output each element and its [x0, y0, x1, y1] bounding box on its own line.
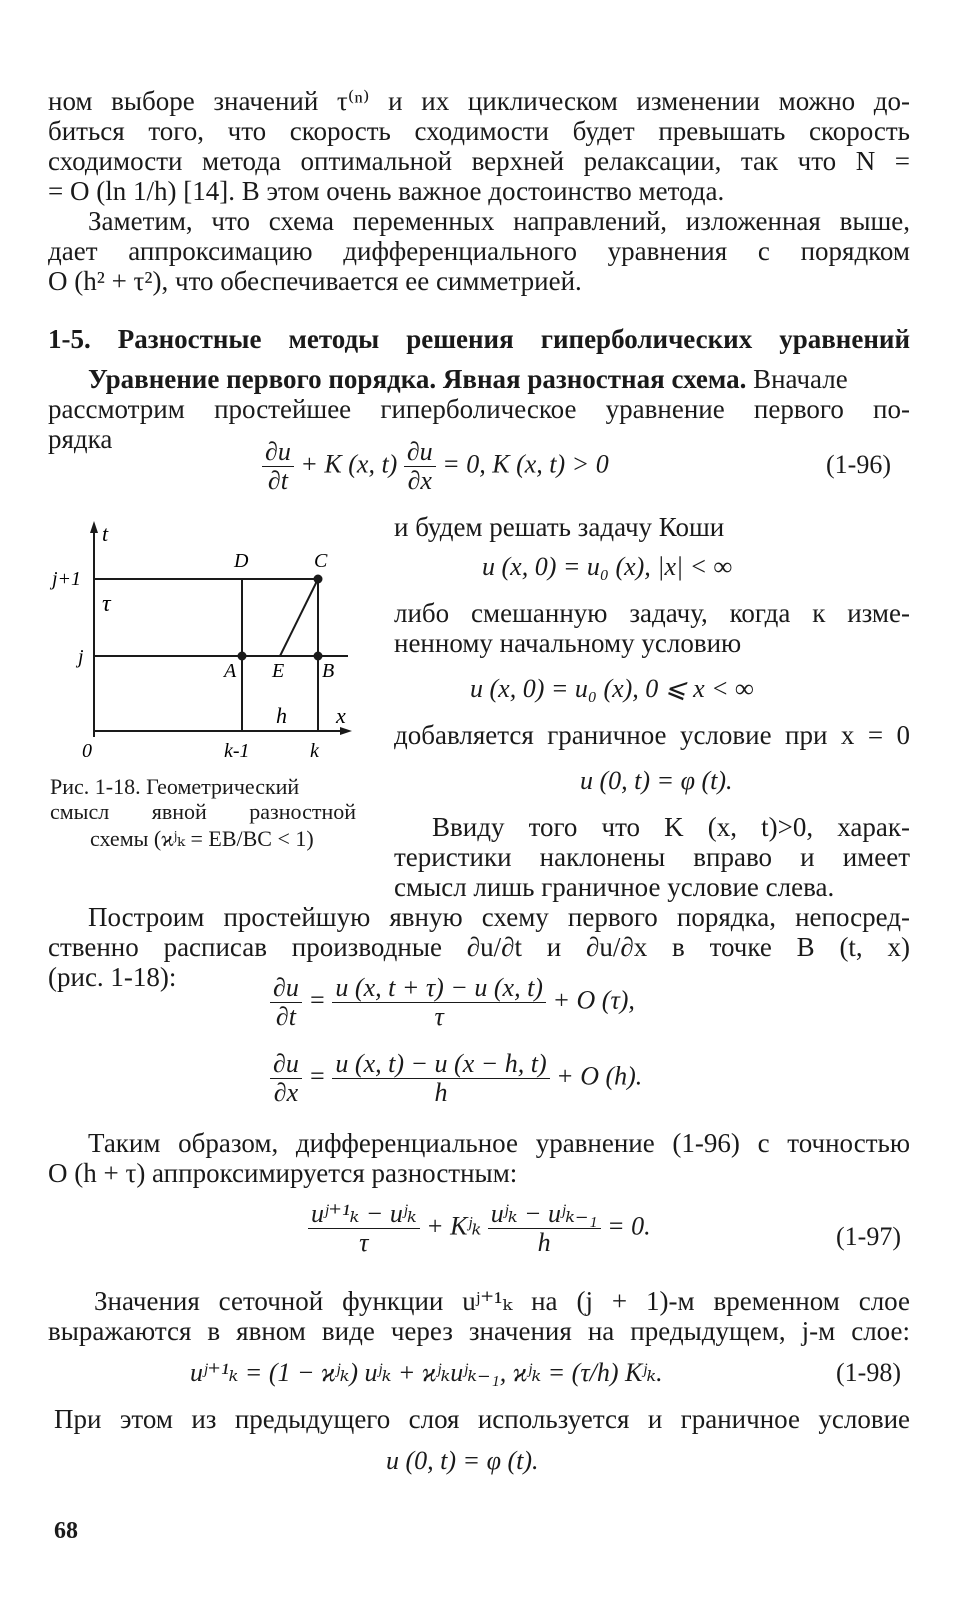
point-c: [314, 575, 323, 584]
equation-number: (1-98): [836, 1358, 901, 1387]
text-line: либо смешанную задачу, когда к изме-: [394, 598, 910, 628]
text-line: ственно расписав производные ∂u/∂t и ∂u/∂x в точке B (t, x): [48, 932, 910, 962]
equation-number: (1-96): [826, 450, 891, 479]
label-c: C: [314, 550, 328, 572]
label-d: D: [234, 550, 249, 572]
label-x: x: [336, 703, 346, 728]
label-t: t: [102, 521, 109, 546]
equation: u (0, t) = φ (t).: [386, 1446, 539, 1475]
text-line: выражаются в явном виде через значения на предыдущем, j-м слое:: [48, 1316, 910, 1346]
equation-dt: [270, 974, 635, 1031]
text-line: [88, 364, 910, 394]
section-heading: 1-5. Разностные методы решения гиперболических уравнений: [48, 324, 910, 354]
text-line: При этом из предыдущего слоя используется и граничное условие: [54, 1404, 910, 1434]
text-line: Таким образом, дифференциальное уравнение (1-96) с точностью: [88, 1128, 910, 1158]
fraction: $\frac{\partial u}{\partial x}$: [270, 1050, 302, 1107]
label-h: h: [276, 703, 287, 728]
text-line: Построим простейшую явную схему первого порядка, непосред-: [88, 902, 910, 932]
equation: u (x, 0) = u₀ (x), |x| < ∞: [482, 552, 733, 581]
text-line: теристики наклонены вправо и имеет: [394, 842, 910, 872]
text-line: ном выборе значений τ⁽ⁿ⁾ и их циклическом изменении можно до-: [48, 86, 910, 116]
fraction: $\frac{\partial u}{\partial t}$: [270, 974, 302, 1031]
label-j1: j+1: [52, 568, 82, 590]
equation-1-97: [308, 1200, 651, 1257]
equation-1-96: [262, 438, 609, 495]
text-line: O (h + τ) аппроксимируется разностным:: [48, 1158, 518, 1188]
label-j: j: [78, 646, 84, 668]
point-a: [238, 652, 247, 661]
fraction: $\frac{\partial u}{\partial x}$: [404, 438, 436, 495]
text-line: Заметим, что схема переменных направлений, изложенная выше,: [88, 206, 910, 236]
figure-1-18: [48, 515, 368, 765]
text-line: биться того, что скорость сходимости будет превышать скорость: [48, 116, 910, 146]
equation-number: (1-97): [836, 1222, 901, 1251]
text-line: и будем решать задачу Коши: [394, 512, 725, 542]
label-k1: k-1: [224, 740, 250, 762]
equation-dx: [270, 1050, 642, 1107]
characteristic-line: [280, 579, 318, 656]
label-e: E: [272, 660, 285, 682]
text-line: (рис. 1-18):: [48, 962, 177, 992]
figure-caption: Рис. 1-18. Геометрический: [50, 774, 300, 799]
bold-lead: Уравнение первого порядка. Явная разностная схема.: [88, 364, 747, 394]
figure-caption: схемы (ϰʲₖ = EB/BC < 1): [90, 826, 314, 851]
equation: u (0, t) = φ (t).: [580, 766, 733, 795]
eq-term: + O (τ),: [552, 985, 635, 1015]
label-0: 0: [82, 740, 92, 762]
label-b: B: [322, 660, 335, 682]
page-number: 68: [54, 1518, 78, 1544]
t-axis-arrow: [90, 521, 98, 533]
text-line: добавляется граничное условие при x = 0: [394, 720, 910, 750]
text-line: = O (ln 1/h) [14]. В этом очень важное достоинство метода.: [48, 176, 725, 206]
text-line: O (h² + τ²), что обеспечивается ее симметрией.: [48, 266, 582, 296]
label-k: k: [310, 740, 319, 762]
x-axis-arrow: [340, 727, 352, 735]
fraction: $\frac{u (x, t + \tau) - u (x, t)}{\tau}$: [332, 974, 546, 1031]
text-line: дает аппроксимацию дифференциального уравнения с порядком: [48, 236, 910, 266]
label-tau: τ: [102, 591, 111, 617]
text-line: рассмотрим простейшее гиперболическое уравнение первого по-: [48, 394, 910, 424]
eq-term: =: [308, 985, 326, 1015]
fraction: $\frac{\text{uʲₖ − uʲₖ₋₁}}{h}$: [488, 1200, 601, 1257]
eq-term: + Kʲₖ: [426, 1211, 482, 1241]
text-line: ненному начальному условию: [394, 628, 742, 658]
eq-term: + O (h).: [556, 1061, 643, 1091]
text-line: рядка: [48, 424, 113, 454]
eq-term: =: [308, 1061, 326, 1091]
equation-1-98: uʲ⁺¹ₖ = (1 − ϰʲₖ) uʲₖ + ϰʲₖuʲₖ₋₁, ϰʲₖ = (τ/h) Kʲₖ.: [190, 1358, 663, 1387]
figure-caption: смысл явной разностной: [50, 799, 356, 824]
eq-term: + K (x, t): [300, 449, 398, 479]
text-line: Ввиду того что K (x, t)>0, харак-: [432, 812, 910, 842]
text-line: смысл лишь граничное условие слева.: [394, 872, 835, 902]
fraction: $\frac{u (x, t) - u (x - h, t)}{h}$: [332, 1050, 549, 1107]
text-line: Значения сеточной функции uʲ⁺¹ₖ на (j + 1)-м временном слое: [94, 1286, 910, 1316]
label-a: A: [224, 660, 237, 682]
fraction: $\frac{\text{uʲ⁺¹ₖ − uʲₖ}}{\tau}$: [308, 1200, 420, 1257]
eq-term: = 0.: [607, 1211, 651, 1241]
equation: u (x, 0) = u₀ (x), 0 ⩽ x < ∞: [470, 674, 754, 703]
text-line: сходимости метода оптимальной верхней релаксации, так что N =: [48, 146, 910, 176]
text-rest: Вначале: [746, 364, 848, 394]
fraction: $\frac{\partial u}{\partial t}$: [262, 438, 294, 495]
eq-term: = 0, K (x, t) > 0: [442, 449, 609, 479]
